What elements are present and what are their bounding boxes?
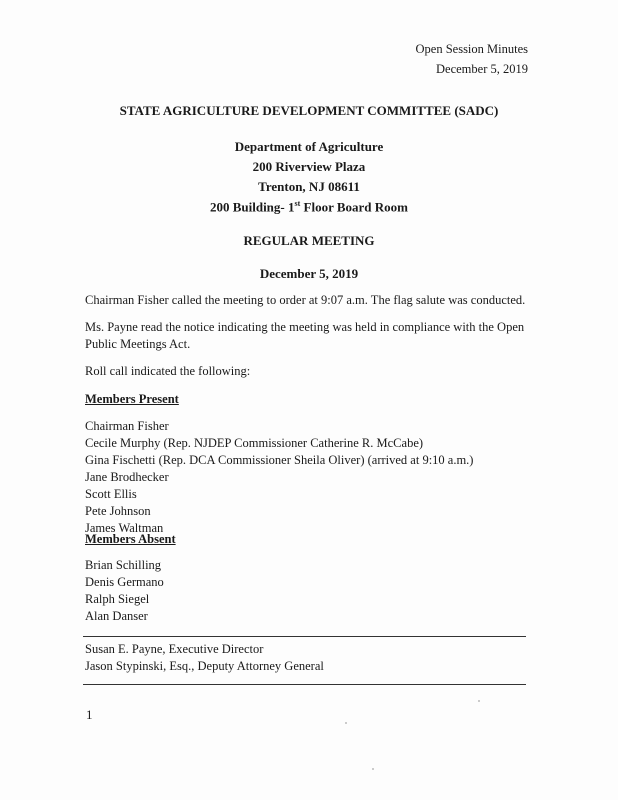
members-present-list <box>85 418 473 537</box>
list-item: Pete Johnson <box>85 504 151 518</box>
divider-top <box>83 636 526 637</box>
members-absent-list <box>85 557 164 625</box>
header-session-label: Open Session Minutes <box>415 42 528 56</box>
header-date: December 5, 2019 <box>436 62 528 76</box>
scan-speck <box>372 768 374 770</box>
list-item: Gina Fischetti (Rep. DCA Commissioner Sheila Oliver) (arrived at 9:10 a.m.) <box>85 453 474 467</box>
notice-paragraph-line1: Ms. Payne read the notice indicating the meeting was held in compliance with the Open <box>85 320 525 334</box>
notice-paragraph-line2: Public Meetings Act. <box>85 337 191 351</box>
page-number: 1 <box>86 707 93 722</box>
document-title: STATE AGRICULTURE DEVELOPMENT COMMITTEE (SADC) <box>119 103 499 118</box>
address-street: 200 Riverview Plaza <box>252 159 366 174</box>
scan-speck <box>478 700 480 702</box>
roll-call-paragraph: Roll call indicated the following: <box>85 364 251 378</box>
list-item: James Waltman <box>85 521 164 535</box>
call-to-order-paragraph: Chairman Fisher called the meeting to order at 9:07 a.m. The flag salute was conducted. <box>85 293 526 307</box>
list-item: Susan E. Payne, Executive Director <box>85 642 264 656</box>
address-room-superscript: st <box>294 199 301 208</box>
address-room <box>0 199 618 215</box>
members-absent-heading: Members Absent <box>85 532 176 546</box>
scan-speck <box>345 722 347 724</box>
list-item: Ralph Siegel <box>85 592 150 606</box>
divider-bottom <box>83 684 526 685</box>
list-item: Scott Ellis <box>85 487 137 501</box>
list-item: Alan Danser <box>85 609 148 623</box>
staff-list <box>85 641 324 675</box>
list-item: Cecile Murphy (Rep. NJDEP Commissioner Catherine R. McCabe) <box>85 436 424 450</box>
list-item: Jason Stypinski, Esq., Deputy Attorney General <box>85 659 324 673</box>
address-room-suffix: Floor Board Room <box>300 199 409 215</box>
address-city: Trenton, NJ 08611 <box>258 179 360 194</box>
list-item: Chairman Fisher <box>85 419 169 433</box>
address-room-prefix: 200 Building- 1 <box>209 199 295 215</box>
meeting-date: December 5, 2019 <box>259 266 359 281</box>
list-item: Denis Germano <box>85 575 164 589</box>
meeting-type: REGULAR MEETING <box>243 233 375 248</box>
list-item: Jane Brodhecker <box>85 470 169 484</box>
members-present-heading: Members Present <box>85 392 179 406</box>
list-item: Brian Schilling <box>85 558 162 572</box>
address-department: Department of Agriculture <box>234 139 384 154</box>
